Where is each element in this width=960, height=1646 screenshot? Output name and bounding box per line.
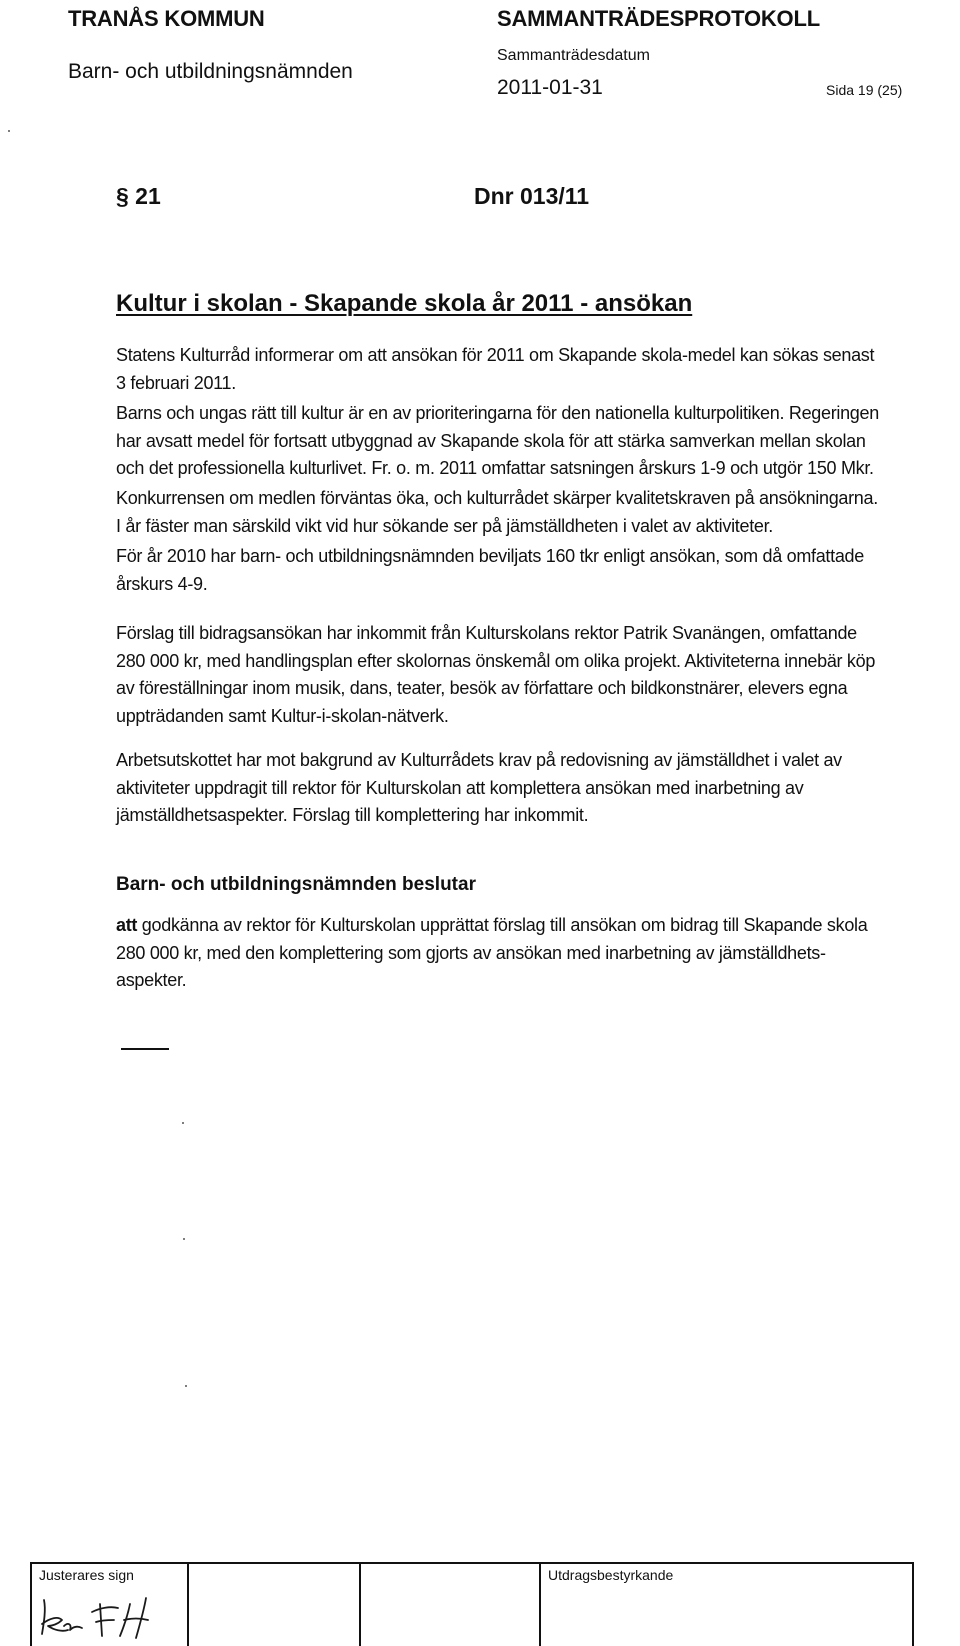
text-line: uppträdanden samt Kultur-i-skolan-nätverk. <box>116 705 449 726</box>
case-number: Dnr 013/11 <box>474 183 590 209</box>
text-line: jämställdhetsaspekter. Förslag till komplettering har inkommit. <box>116 805 589 825</box>
text-line: aktiviteter uppdragit till rektor för Kulturskolan att komplettera ansökan med inarbetning av <box>116 777 804 798</box>
paragraph-proposal <box>116 620 956 730</box>
text-line: 280 000 kr, med handlingsplan efter skolornas önskemål om olika projekt. Aktiviteterna innebär köp <box>116 650 876 671</box>
document-type: SAMMANTRÄDESPROTOKOLL <box>497 6 820 31</box>
signature-cell <box>189 1564 361 1646</box>
extract-certification-label: Utdragsbestyrkande <box>548 1567 674 1583</box>
text-line: och det professionella kulturlivet. Fr. o. m. 2011 omfattar satsningen årskurs 1-9 och utgör 150 Mkr. <box>116 458 874 478</box>
text-line: har avsatt medel för fortsatt utbyggnad av Skapande skola för att stärka samverkan mellan skolan <box>116 430 866 451</box>
signature-table <box>30 1562 914 1646</box>
scan-speck <box>183 1238 185 1240</box>
text-line: Barns och ungas rätt till kultur är en av prioriteringarna för den nationella kulturpolitiken. Regeringen <box>116 403 879 423</box>
paragraph-previous-grant <box>116 543 956 598</box>
text-line: av föreställningar inom musik, dans, teater, besök av författare och bildkonstnärer, elevers egna <box>116 678 848 698</box>
decision-line-1: godkänna av rektor för Kulturskolan upprättat förslag till ansökan om bidrag till Skapande skola <box>137 915 868 935</box>
organization-name: TRANÅS KOMMUN <box>68 6 265 31</box>
decision-lead-word: att <box>116 915 138 935</box>
text-line: Arbetsutskottet har mot bakgrund av Kulturrådets krav på redovisning av jämställdhet i valet av <box>116 750 842 770</box>
decision-line-2: 280 000 kr, med den komplettering som gjorts av ansökan med inarbetning av jämställdhets- <box>116 942 826 963</box>
text-line: årskurs 4-9. <box>116 573 208 594</box>
scan-speck <box>8 130 10 132</box>
text-line: För år 2010 har barn- och utbildningsnämnden beviljats 160 tkr enligt ansökan, som då omfattade <box>116 546 864 566</box>
paragraph-working-committee <box>116 747 956 830</box>
text-line: Förslag till bidragsansökan har inkommit från Kulturskolans rektor Patrik Svanängen, omfattande <box>116 623 857 643</box>
page-number: Sida 19 (25) <box>826 82 903 98</box>
text-line <box>116 912 956 940</box>
scan-speck <box>185 1385 187 1387</box>
adjuster-sign-label: Justerares sign <box>39 1567 134 1583</box>
decision-line-3: aspekter. <box>116 970 187 990</box>
extract-certification-cell <box>541 1564 912 1646</box>
text-line: Statens Kulturråd informerar om att ansökan för 2011 om Skapande skola-medel kan sökas senast <box>116 345 875 365</box>
text-line: Konkurrensen om medlen förväntas öka, och kulturrådet skärper kvalitetskraven på ansökningarna. <box>116 488 878 508</box>
decision-heading: Barn- och utbildningsnämnden beslutar <box>116 874 476 895</box>
paragraph-competition <box>116 485 956 540</box>
text-line: I år fäster man särskild vikt vid hur sökande ser på jämställdheten i valet av aktiviteter. <box>116 515 774 536</box>
paragraph-number: § 21 <box>116 183 161 209</box>
handwritten-signature <box>38 1590 178 1642</box>
meeting-date-label: Sammanträdesdatum <box>497 47 650 64</box>
meeting-date: 2011-01-31 <box>497 76 603 99</box>
paragraph-policy <box>116 400 956 483</box>
decision-text <box>116 912 956 995</box>
scan-speck <box>182 1122 184 1124</box>
signature-cell <box>361 1564 541 1646</box>
section-title: Kultur i skolan - Skapande skola år 2011 - ansökan <box>116 290 693 317</box>
text-line: 3 februari 2011. <box>116 372 236 393</box>
adjuster-sign-cell <box>32 1564 189 1646</box>
committee-name: Barn- och utbildningsnämnden <box>68 60 353 83</box>
end-of-section-rule <box>121 1048 169 1050</box>
paragraph-intro <box>116 342 956 397</box>
